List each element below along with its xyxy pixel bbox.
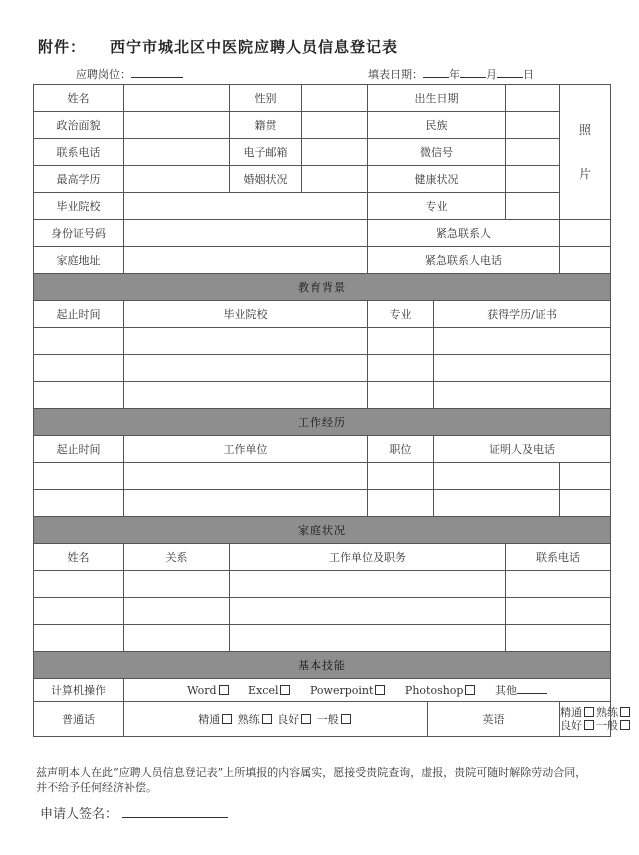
- checkbox-icon[interactable]: [219, 685, 229, 695]
- name-label: 姓名: [34, 85, 124, 112]
- major-cell[interactable]: [506, 193, 560, 220]
- name-cell[interactable]: [124, 85, 230, 112]
- checkbox-icon[interactable]: [620, 707, 630, 717]
- table-row: [34, 436, 611, 463]
- birth-label: 出生日期: [368, 85, 506, 112]
- skilled-label: 熟练: [596, 706, 619, 719]
- gender-label: 性别: [230, 85, 302, 112]
- marital-cell[interactable]: [302, 166, 368, 193]
- checkbox-icon[interactable]: [584, 720, 594, 730]
- day-label: 日: [523, 68, 534, 81]
- emergency-phone-label: 紧急联系人电话: [368, 247, 560, 274]
- marital-label: 婚姻状况: [230, 166, 302, 193]
- family-cell[interactable]: [124, 571, 230, 598]
- day-blank[interactable]: [497, 67, 523, 78]
- school-label: 毕业院校: [34, 193, 124, 220]
- birth-cell[interactable]: [506, 85, 560, 112]
- skills-section-header: 基本技能: [34, 652, 611, 679]
- work-cell[interactable]: [368, 490, 434, 517]
- edu-cell[interactable]: [368, 355, 434, 382]
- health-cell[interactable]: [506, 166, 560, 193]
- emergency-contact-label: 紧急联系人: [368, 220, 560, 247]
- phone-cell[interactable]: [124, 139, 230, 166]
- english-options: [560, 702, 619, 737]
- edu-school-header: 毕业院校: [124, 301, 368, 328]
- table-row: [34, 598, 611, 625]
- word-label: Word: [187, 684, 217, 697]
- phone-label: 联系电话: [34, 139, 124, 166]
- edu-cell[interactable]: [368, 328, 434, 355]
- mandarin-options: [124, 702, 428, 737]
- table-row: [34, 166, 611, 193]
- education-cell[interactable]: [124, 166, 230, 193]
- family-section-header: 家庭状况: [34, 517, 611, 544]
- native-cell[interactable]: [302, 112, 368, 139]
- education-label: 最高学历: [34, 166, 124, 193]
- photo-label-2: 片: [579, 167, 592, 181]
- family-cell[interactable]: [34, 625, 124, 652]
- table-row: [34, 139, 611, 166]
- table-row: [34, 220, 611, 247]
- family-cell[interactable]: [230, 625, 506, 652]
- form-title: 西宁市城北区中医院应聘人员信息登记表: [110, 38, 399, 56]
- family-phone-header: 联系电话: [506, 544, 611, 571]
- education-section-header: 教育背景: [34, 274, 611, 301]
- checkbox-icon[interactable]: [341, 714, 351, 724]
- signature-field[interactable]: [40, 803, 228, 822]
- idcard-label: 身份证号码: [34, 220, 124, 247]
- registration-table: [33, 84, 619, 737]
- table-row: [34, 193, 611, 220]
- work-section-header: 工作经历: [34, 409, 611, 436]
- month-label: 月: [486, 68, 497, 81]
- computer-options: [124, 679, 611, 702]
- good-label: 良好: [277, 713, 300, 726]
- checkbox-icon[interactable]: [262, 714, 272, 724]
- edu-cell[interactable]: [124, 382, 368, 409]
- edu-cell[interactable]: [124, 355, 368, 382]
- family-cell[interactable]: [506, 571, 611, 598]
- emergency-phone-cell[interactable]: [560, 247, 611, 274]
- position-field[interactable]: [76, 66, 183, 82]
- good-label: 良好: [560, 719, 583, 732]
- table-row: [34, 571, 611, 598]
- work-cell[interactable]: [368, 463, 434, 490]
- table-row: [34, 355, 611, 382]
- address-cell[interactable]: [124, 247, 368, 274]
- table-row: [34, 652, 611, 679]
- email-cell[interactable]: [302, 139, 368, 166]
- month-blank[interactable]: [460, 67, 486, 78]
- health-label: 健康状况: [368, 166, 506, 193]
- checkbox-icon[interactable]: [301, 714, 311, 724]
- work-cell[interactable]: [34, 490, 124, 517]
- work-period-header: 起止时间: [34, 436, 124, 463]
- checkbox-icon[interactable]: [465, 685, 475, 695]
- family-cell[interactable]: [230, 571, 506, 598]
- position-label: 应聘岗位：: [76, 68, 131, 81]
- email-label: 电子邮箱: [230, 139, 302, 166]
- edu-cell[interactable]: [34, 328, 124, 355]
- other-label: 其他: [494, 684, 517, 697]
- checkbox-icon[interactable]: [280, 685, 290, 695]
- work-cell[interactable]: [124, 463, 368, 490]
- table-row: [34, 490, 611, 517]
- idcard-cell[interactable]: [124, 220, 368, 247]
- major-label: 专业: [368, 193, 506, 220]
- powerpoint-label: Powerpoint: [309, 684, 374, 697]
- family-cell[interactable]: [124, 625, 230, 652]
- checkbox-icon[interactable]: [375, 685, 385, 695]
- year-label: 年: [449, 68, 460, 81]
- edu-cell[interactable]: [434, 328, 611, 355]
- checkbox-icon[interactable]: [222, 714, 232, 724]
- table-row: [34, 679, 611, 702]
- year-blank[interactable]: [423, 67, 449, 78]
- photoshop-label: Photoshop: [404, 684, 464, 697]
- other-blank[interactable]: [517, 683, 547, 694]
- ethnic-cell[interactable]: [506, 112, 560, 139]
- work-reference-header: 证明人及电话: [434, 436, 611, 463]
- table-row: [34, 85, 611, 112]
- edu-cell[interactable]: [434, 355, 611, 382]
- edu-cell[interactable]: [34, 382, 124, 409]
- computer-label: 计算机操作: [34, 679, 124, 702]
- table-row: [34, 702, 611, 737]
- family-cell[interactable]: [506, 598, 611, 625]
- edu-cell[interactable]: [124, 328, 368, 355]
- ethnic-label: 民族: [368, 112, 506, 139]
- mandarin-label: 普通话: [34, 702, 124, 737]
- general-label: 一般: [316, 713, 339, 726]
- edu-degree-header: 获得学历/证书: [434, 301, 611, 328]
- table-row: [34, 517, 611, 544]
- word-option[interactable]: [187, 684, 230, 697]
- table-row: [34, 247, 611, 274]
- signature-blank[interactable]: [122, 807, 228, 818]
- position-blank[interactable]: [131, 67, 183, 78]
- political-label: 政治面貌: [34, 112, 124, 139]
- table-row: [34, 274, 611, 301]
- family-cell[interactable]: [506, 625, 611, 652]
- table-row: [34, 112, 611, 139]
- table-row: [34, 463, 611, 490]
- excel-option[interactable]: [248, 684, 292, 697]
- edu-cell[interactable]: [434, 382, 611, 409]
- date-label: 填表日期：: [368, 68, 423, 81]
- family-cell[interactable]: [124, 598, 230, 625]
- family-relation-header: 关系: [124, 544, 230, 571]
- signature-label: 申请人签名：: [40, 807, 119, 822]
- family-employer-header: 工作单位及职务: [230, 544, 506, 571]
- proficient-label: 精通: [198, 713, 221, 726]
- emergency-contact-cell[interactable]: [560, 220, 611, 247]
- checkbox-icon[interactable]: [584, 707, 594, 717]
- table-row: [34, 409, 611, 436]
- table-row: [34, 382, 611, 409]
- photoshop-option[interactable]: [405, 684, 478, 697]
- photo-label-1: 照: [579, 122, 592, 137]
- native-label: 籍贯: [230, 112, 302, 139]
- gender-cell[interactable]: [302, 85, 368, 112]
- english-label: 英语: [428, 702, 560, 737]
- checkbox-icon[interactable]: [620, 720, 630, 730]
- edu-cell[interactable]: [34, 355, 124, 382]
- family-cell[interactable]: [34, 598, 124, 625]
- declaration-text: 兹声明本人在此“应聘人员信息登记表”上所填报的内容属实，愿接受贵院查询，虚报，贵院可随时解除劳动合同，并不给予任何经济补偿。: [36, 766, 587, 794]
- table-row: [34, 625, 611, 652]
- work-cell[interactable]: [560, 463, 611, 490]
- attachment-label: 附件：: [38, 38, 87, 56]
- table-row: [34, 544, 611, 571]
- political-cell[interactable]: [124, 112, 230, 139]
- skilled-label: 熟练: [237, 713, 260, 726]
- form-title-line: [38, 36, 398, 57]
- general-label: 一般: [596, 719, 619, 732]
- table-row: [34, 328, 611, 355]
- proficient-label: 精通: [560, 706, 583, 719]
- family-name-header: 姓名: [34, 544, 124, 571]
- work-cell[interactable]: [560, 490, 611, 517]
- work-cell[interactable]: [434, 463, 560, 490]
- powerpoint-option[interactable]: [310, 684, 387, 697]
- family-cell[interactable]: [230, 598, 506, 625]
- table-row: [34, 301, 611, 328]
- edu-period-header: 起止时间: [34, 301, 124, 328]
- work-cell[interactable]: [34, 463, 124, 490]
- other-option[interactable]: [495, 684, 547, 697]
- edu-cell[interactable]: [368, 382, 434, 409]
- wechat-cell[interactable]: [506, 139, 560, 166]
- date-field[interactable]: [368, 66, 534, 82]
- family-cell[interactable]: [34, 571, 124, 598]
- work-position-header: 职位: [368, 436, 434, 463]
- excel-label: Excel: [248, 684, 279, 697]
- wechat-label: 微信号: [368, 139, 506, 166]
- photo-box[interactable]: [560, 85, 611, 220]
- work-employer-header: 工作单位: [124, 436, 368, 463]
- work-cell[interactable]: [124, 490, 368, 517]
- edu-major-header: 专业: [368, 301, 434, 328]
- address-label: 家庭地址: [34, 247, 124, 274]
- school-cell[interactable]: [124, 193, 368, 220]
- work-cell[interactable]: [434, 490, 560, 517]
